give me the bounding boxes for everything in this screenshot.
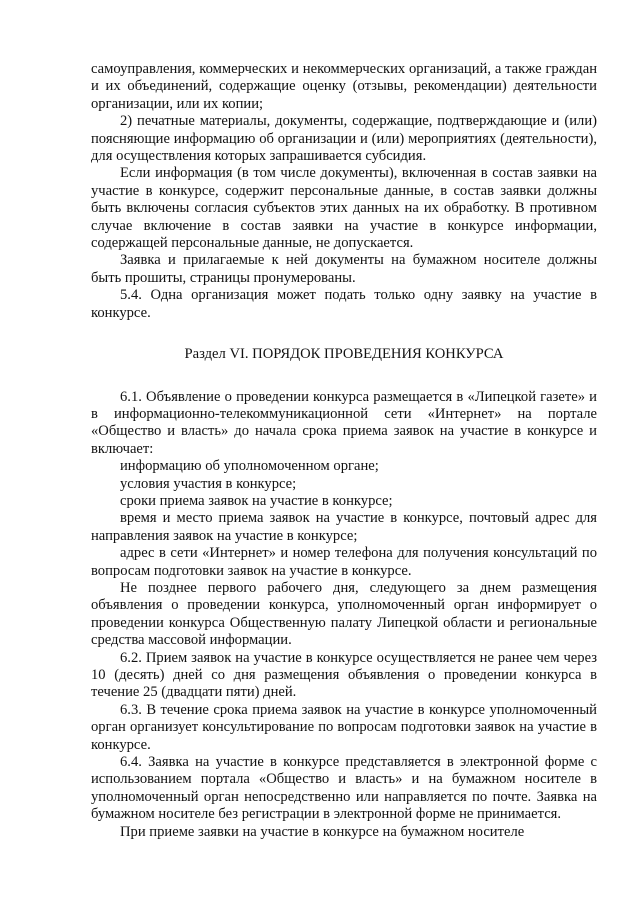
paragraph-6-4: 6.4. Заявка на участие в конкурсе представляется в электронной форме с использованием портала «Общество и власть» и на бумажном носителе в уполномоченный орган непосредственно или направляется по почте. Заявка на бумажном носителе без регистрации в электронной форме не принимается.: [91, 754, 597, 823]
paragraph-continuation: самоуправления, коммерческих и некоммерческих организаций, а также граждан и их объединений, содержащие оценку (отзывы, рекомендации) деятельности организации, или их копии;: [91, 61, 597, 112]
paragraph-6-1: 6.1. Объявление о проведении конкурса размещается в «Липецкой газете» и в информационно-телекоммуникационной сети «Интернет» на портале «Общество и власть» до начала срока приема заявок на участие в конкурсе и включает:: [91, 388, 597, 457]
paragraph-item-2: 2) печатные материалы, документы, содержащие, подтверждающие и (или) поясняющие информацию об организации и (или) мероприятиях (деятельности), для осуществления которых запрашивается субсидия.: [91, 113, 597, 165]
list-item: условия участия в конкурсе;: [120, 475, 297, 492]
document-body: [91, 61, 597, 841]
paragraph-personal-data: Если информация (в том числе документы), включенная в состав заявки на участие в конкурсе, содержит персональные данные, в состав заявки должны быть включены согласия субъектов этих данных на их обработку. В противном случае включение в состав заявки на участие в конкурсе информации, содержащей персональные данные, не допускается.: [91, 165, 597, 252]
list-item-address: адрес в сети «Интернет» и номер телефона для получения консультаций по вопросам подготовки заявок на участие в конкурсе.: [91, 545, 597, 579]
section-title: Раздел VI. ПОРЯДОК ПРОВЕДЕНИЯ КОНКУРСА: [184, 346, 504, 363]
list-item: информацию об уполномоченном органе;: [120, 458, 379, 475]
paragraph-last: При приеме заявки на участие в конкурсе на бумажном носителе: [120, 823, 525, 840]
list-item: сроки приема заявок на участие в конкурсе;: [120, 492, 393, 509]
list-item-time-place: время и место приема заявок на участие в конкурсе, почтовый адрес для направления заявок на участие в конкурсе;: [91, 510, 597, 544]
paragraph-notice: Не позднее первого рабочего дня, следующего за днем размещения объявления о проведении конкурса, уполномоченный орган информирует о проведении конкурса Общественную палату Липецкой области и региональные средства массовой информации.: [91, 579, 597, 649]
paragraph-6-2: 6.2. Прием заявок на участие в конкурсе осуществляется не ранее чем через 10 (десять) дней со дня размещения объявления о проведении конкурса в течение 25 (двадцати пяти) дней.: [91, 649, 597, 701]
paragraph-6-3: 6.3. В течение срока приема заявок на участие в конкурсе уполномоченный орган организует консультирование по вопросам подготовки заявок на участие в конкурсе.: [91, 701, 597, 753]
paragraph-5-4: 5.4. Одна организация может подать только одну заявку на участие в конкурсе.: [91, 287, 597, 321]
paragraph-binding: Заявка и прилагаемые к ней документы на бумажном носителе должны быть прошиты, страницы пронумерованы.: [91, 252, 597, 286]
